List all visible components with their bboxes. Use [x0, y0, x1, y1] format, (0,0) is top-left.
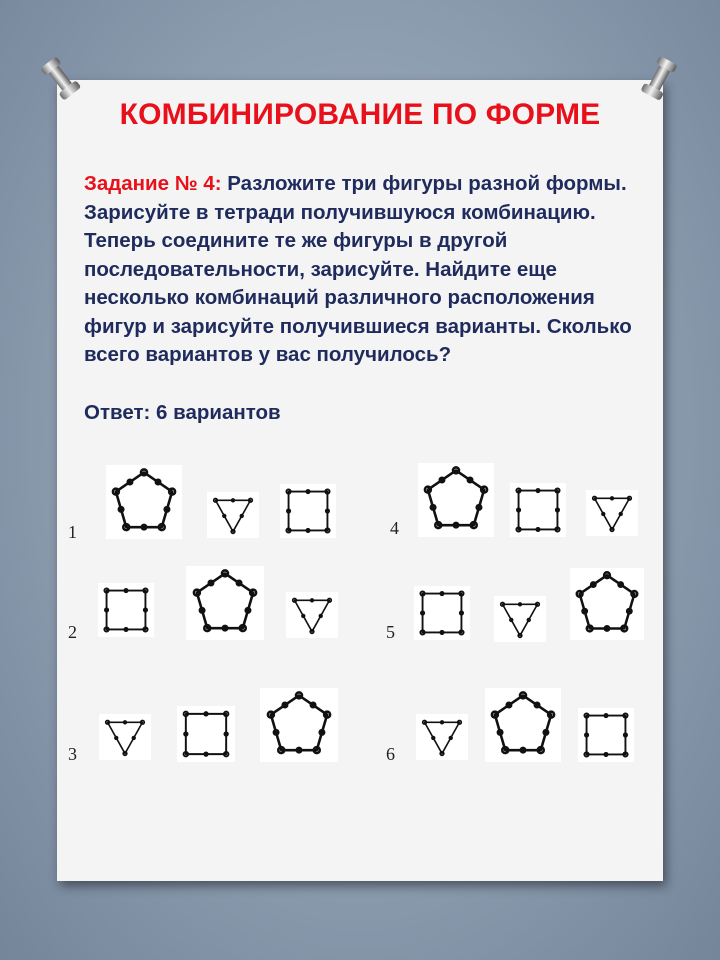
square-icon	[280, 484, 336, 538]
slide-title: КОМБИНИРОВАНИЕ ПО ФОРМЕ	[119, 98, 601, 131]
task-body: Разложите три фигуры разной формы. Зарисуйте в тетради получившуюся комбинацию. Теперь соедините те же фигуры в другой последовательности, зарисуйте. Найдите еще несколько комбинаций различного расположения фигур и зарисуйте получившиеся варианты. Сколько всего вариантов у вас получилось?	[84, 172, 632, 366]
pentagon-icon	[106, 465, 182, 539]
variant-number: 2	[68, 622, 77, 642]
pentagon-icon	[485, 688, 561, 762]
variant-number: 3	[68, 744, 77, 764]
task-text	[84, 170, 654, 370]
triangle-icon	[586, 490, 638, 536]
pentagon-icon	[418, 463, 494, 537]
triangle-icon	[207, 492, 259, 538]
variant-number: 5	[386, 622, 395, 642]
triangle-icon	[416, 714, 468, 760]
triangle-icon	[494, 596, 546, 642]
square-icon	[578, 708, 634, 762]
pentagon-icon	[260, 688, 338, 762]
triangle-icon	[286, 592, 338, 638]
task-label: Задание № 4:	[84, 172, 222, 195]
triangle-icon	[99, 714, 151, 760]
variant-number: 6	[386, 744, 395, 764]
pentagon-icon	[570, 568, 644, 640]
variant-number: 4	[390, 518, 399, 538]
answer-text: Ответ: 6 вариантов	[84, 401, 281, 424]
pentagon-icon	[186, 566, 264, 640]
square-icon	[177, 706, 235, 762]
square-icon	[98, 583, 154, 637]
square-icon	[414, 586, 470, 640]
square-icon	[510, 483, 566, 537]
variant-number: 1	[68, 522, 77, 542]
